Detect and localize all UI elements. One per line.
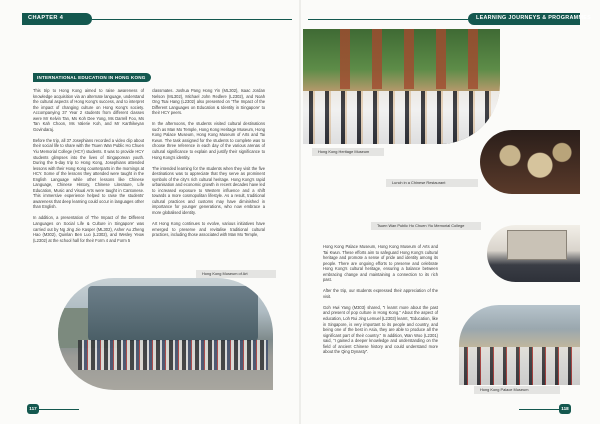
photo-memorial-college <box>487 225 580 282</box>
footer-rule-left <box>39 409 79 410</box>
photo-palace-museum <box>459 305 580 385</box>
header-rule-left <box>92 19 292 20</box>
paragraph: classmates. Joshua Pang Hong Yin (ML302), Isaac Jordan Nelson (ML302), Michael John Redlere (L2302), and Noah Ong Tsai Hang (L2302) also presented on 'The Impact of the Different Languages on Education & Identity in Singapore' to their HCY peers. <box>152 88 265 116</box>
header-rule-right <box>308 19 468 20</box>
page-gutter <box>299 0 301 424</box>
caption-memorial-college: Tsuen Wan Public Ho Chuen Yiu Memorial College <box>371 222 481 230</box>
photo-chinese-restaurant <box>480 130 580 194</box>
caption-chinese-restaurant: Lunch in a Chinese Restaurant <box>386 179 478 187</box>
caption-palace-museum: Hong Kong Palace Museum <box>474 386 560 394</box>
article-title-bar <box>33 73 151 82</box>
paragraph: Art Hong Kong continues to evolve, various initiatives have emerged to preserve and revitalise traditional cultural practices, including those associated with Man Mo Temple, <box>152 220 265 238</box>
photo-heritage-museum-group <box>303 29 500 144</box>
caption-heritage-museum: Hong Kong Heritage Museum <box>312 148 384 156</box>
paragraph: In addition, a presentation of 'The Impact of the Different Languages on Social Life & Culture in Singapore' was carried out by Ng Jing Jie Kasper (ML302), Asher Au Zheng Hao (M302), Quinlan Ben Luo (L2302), and Wesley Yeow (L2302) at the school hall for their Form 4 and Form 5 <box>33 215 144 243</box>
paragraph: After the trip, our students expressed their appreciation of the visit. <box>323 288 438 299</box>
article-title: INTERNATIONAL EDUCATION IN HONG KONG <box>37 74 146 80</box>
page-number-left: 117 <box>27 404 39 414</box>
text-column-3 <box>323 244 438 360</box>
text-column-2 <box>152 88 265 243</box>
section-header-label: LEARNING JOURNEYS & PROGRAMMES <box>476 15 592 21</box>
paragraph: Hong Kong Palace Museum, Hong Kong Museum of Arts and Tai Kwun. These efforts aim to safeguard Hong Kong's cultural heritage and promote a sense of pride and identity among its people. There are ongoing efforts to preserve and celebrate Hong Kong's cultural heritage, ensuring a balance between embracing change and maintaining a connection to its rich past. <box>323 244 438 283</box>
text-column-1 <box>33 88 144 249</box>
paragraph: This trip to Hong Kong aimed to raise awareness of knowledge acquisition via an alternate language, understand the cultural aspects of Hong Kong's success, and to interpret the impact of changing culture on Hong Kong's society. Accompanying 37 Year 2 students from different classes were Mr Kelvin Tan, Ms Koh Dee Yong, Ms Darrell Foo, Ms Tan Kah Choon, Ms Valerie Koh, and Mr Karthikeyan Govindaraj. <box>33 88 144 132</box>
chapter-header <box>22 13 92 25</box>
page-number-right: 118 <box>559 404 571 414</box>
photo-museum-of-art <box>58 278 273 390</box>
paragraph: In the afternoons, the students visited cultural destinations such as Man Mo Temple, Hong Kong Heritage Museum, Hong Kong Palace Museum, Hong Kong Museum of Arts and Tai Kwun. The task assigned for the students to complete was to choose three reference in each day of the various arenas of cultural significance to explain and justify their significance to Hong Kong's identity. <box>152 121 265 160</box>
footer-rule-right <box>519 409 559 410</box>
section-header <box>468 13 592 25</box>
caption-museum-of-art: Hong Kong Museum of Art <box>196 270 276 278</box>
paragraph: The intended learning for the students when they visit the five destinations was to appreciate that they serve as prominent symbols of the city's rich cultural heritage. Hong Kong's rapid urbanisation and economic growth in recent decades have led to increased exposure to Western influence and a shift towards a more cosmopolitan lifestyle. As a result, traditional cultural practices and customs may have diminished in importance for younger generations, who now embrace a more globalised identity. <box>152 165 265 215</box>
paragraph: Goh Hwi Yang (M303) shared, "I learnt more about the past and present of pop culture in Hong Kong." About the aspect of education, Loh Rui Jing Lemuel (L2303) learnt, "Education, like in Singapore, is very important to its people and country, and being one of the best in Asia, they are able to produce all the significant part of their country." In addition, Wan Woo (L2301) said, "I gained a deeper knowledge and understanding on the field of ancient Chinese history and could understand more about the Qing Dynasty". <box>323 304 438 355</box>
chapter-label: CHAPTER 4 <box>28 15 64 21</box>
paragraph: Before the trip, all 37 Josephians recorded a video clip about their social life to share with the Tsuen Wan Public Ho Chuen Yiu Memorial College (HCY) students. It was to provide HCY students glimpses into the lives of Singaporean youth. During the 5-day trip to Hong Kong, Josephians attended lessons with their Hong Kong counterparts in the mornings at HCY. Some of the lessons they attended were taught in the English Language while other lessons like Chinese Language, Chinese History, Chinese Literature, Life Education, Music and Visual Arts were taught in Cantonese. This immersive experience helped to raise the students' awareness that deep learning could occur in languages other than English. <box>33 137 144 210</box>
